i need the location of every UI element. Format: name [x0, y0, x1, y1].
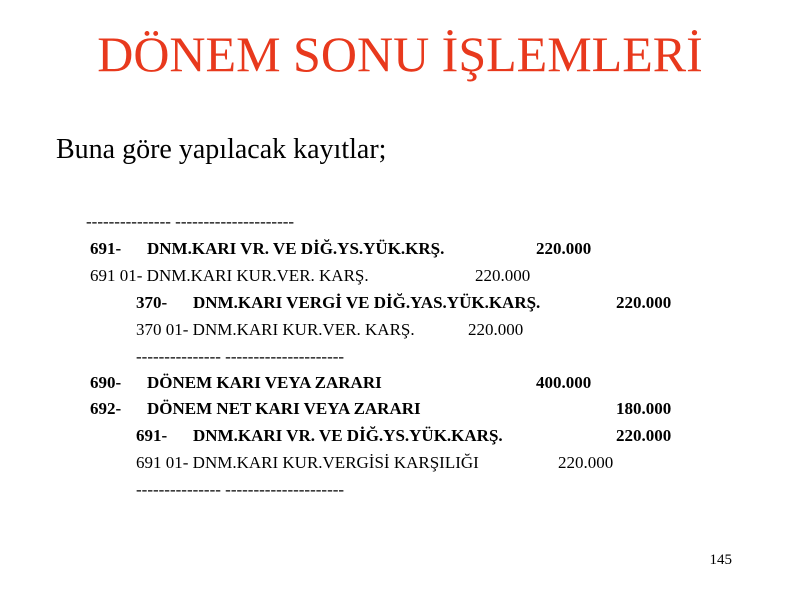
- amount: 220.000: [468, 320, 524, 339]
- subaccount-name: 370 01- DNM.KARI KUR.VER. KARŞ.: [136, 320, 415, 339]
- account-code: 370-: [136, 293, 168, 312]
- account-name: DNM.KARI VR. VE DİĞ.YS.YÜK.KARŞ.: [193, 426, 503, 445]
- account-code: 692-: [90, 399, 122, 418]
- subtitle: Buna göre yapılacak kayıtlar;: [56, 134, 387, 165]
- amount: 220.000: [475, 266, 531, 285]
- slide-title: DÖNEM SONU İŞLEMLERİ: [97, 26, 703, 82]
- amount: 400.000: [536, 373, 592, 392]
- amount: 220.000: [616, 293, 672, 312]
- amount: 220.000: [616, 426, 672, 445]
- account-name: DNM.KARI VR. VE DİĞ.YS.YÜK.KRŞ.: [147, 239, 445, 258]
- separator-text: --------------- ---------------------: [86, 212, 295, 231]
- subaccount-name: 691 01- DNM.KARI KUR.VERGİSİ KARŞILIĞI: [136, 453, 479, 472]
- account-name: DNM.KARI VERGİ VE DİĞ.YAS.YÜK.KARŞ.: [193, 293, 541, 312]
- account-name: DÖNEM NET KARI VEYA ZARARI: [147, 399, 421, 418]
- page-number: 145: [709, 552, 732, 568]
- amount: 180.000: [616, 399, 672, 418]
- account-name: DÖNEM KARI VEYA ZARARI: [147, 373, 382, 392]
- account-code: 690-: [90, 373, 122, 392]
- account-code: 691-: [136, 426, 168, 445]
- amount: 220.000: [558, 453, 614, 472]
- amount: 220.000: [536, 239, 592, 258]
- subaccount-name: 691 01- DNM.KARI KUR.VER. KARŞ.: [90, 266, 369, 285]
- separator-text: --------------- ---------------------: [136, 480, 345, 499]
- separator-text: --------------- ---------------------: [136, 347, 345, 366]
- account-code: 691-: [90, 239, 122, 258]
